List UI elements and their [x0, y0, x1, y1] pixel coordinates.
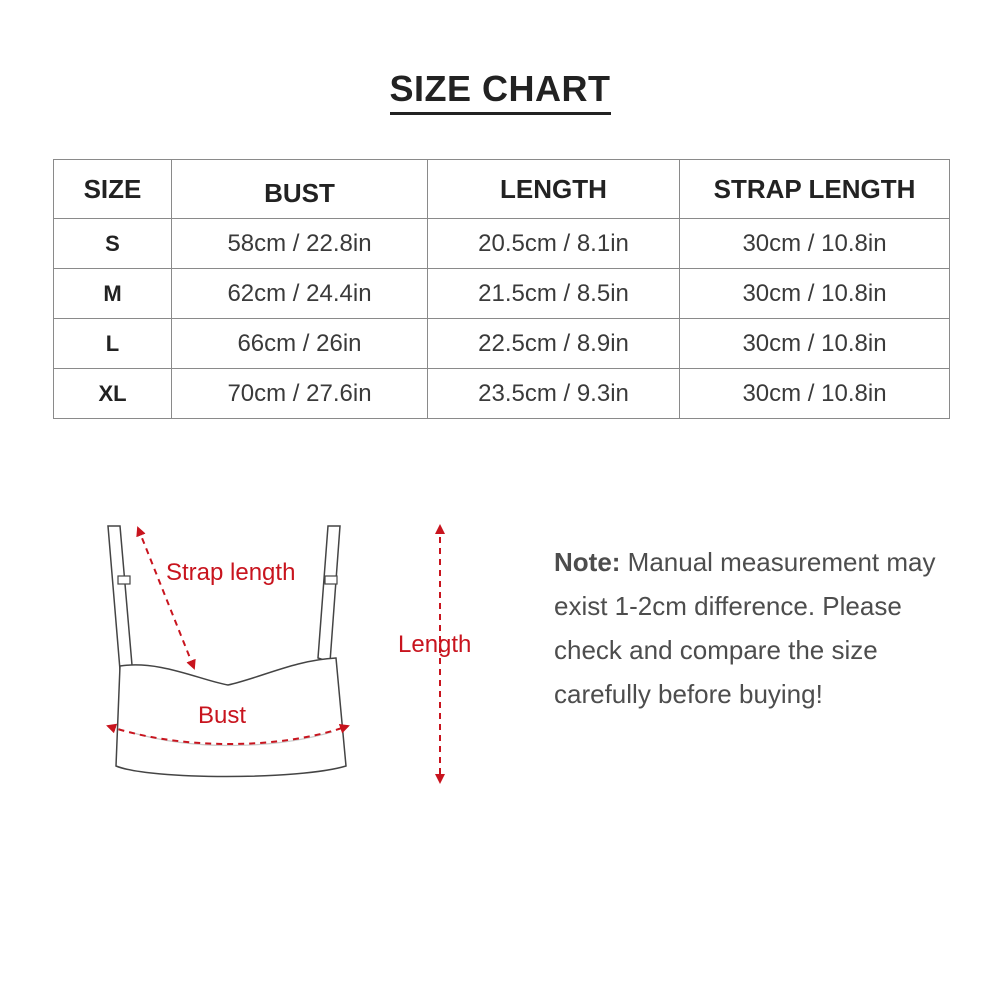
header-length: LENGTH: [428, 160, 680, 219]
size-cell: S: [54, 219, 172, 269]
strap-length-cell: 30cm / 10.8in: [680, 269, 950, 319]
strap-length-cell: 30cm / 10.8in: [680, 219, 950, 269]
length-label: Length: [398, 631, 472, 658]
table-row: [54, 369, 950, 419]
header-size: SIZE: [54, 160, 172, 219]
strap-length-cell: 30cm / 10.8in: [680, 369, 950, 419]
note-label: Note:: [554, 547, 621, 577]
length-cell: 20.5cm / 8.1in: [428, 219, 680, 269]
garment-diagram: [90, 510, 510, 810]
strap-length-arrow: [138, 528, 194, 668]
bust-cell: 66cm / 26in: [172, 319, 428, 369]
note-paragraph: [554, 540, 954, 716]
table-row: [54, 319, 950, 369]
table-row: [54, 269, 950, 319]
header-strap-length: STRAP LENGTH: [680, 160, 950, 219]
size-table: [53, 159, 950, 419]
size-cell: XL: [54, 369, 172, 419]
table-header-row: [54, 160, 950, 219]
page-title: [0, 68, 1000, 115]
size-cell: M: [54, 269, 172, 319]
header-bust: BUST: [172, 160, 428, 219]
title-text: SIZE CHART: [390, 68, 611, 115]
bust-cell: 70cm / 27.6in: [172, 369, 428, 419]
length-cell: 22.5cm / 8.9in: [428, 319, 680, 369]
strap-length-cell: 30cm / 10.8in: [680, 319, 950, 369]
strap-length-label: Strap length: [166, 559, 296, 586]
bust-cell: 62cm / 24.4in: [172, 269, 428, 319]
length-cell: 21.5cm / 8.5in: [428, 269, 680, 319]
length-cell: 23.5cm / 9.3in: [428, 369, 680, 419]
size-cell: L: [54, 319, 172, 369]
note-text: Manual measurement may exist 1-2cm difference. Please check and compare the size carefully before buying!: [554, 547, 936, 709]
table-row: [54, 219, 950, 269]
bust-label: Bust: [198, 702, 247, 729]
bust-cell: 58cm / 22.8in: [172, 219, 428, 269]
